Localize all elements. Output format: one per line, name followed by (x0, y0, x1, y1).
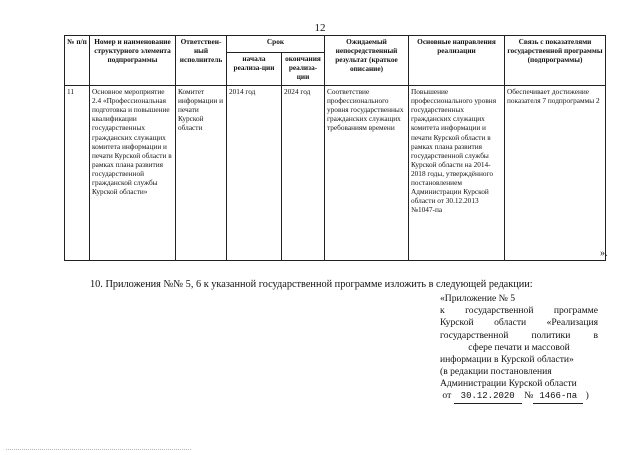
number-label: № (524, 390, 534, 402)
program-table (64, 35, 606, 261)
appendix-title: «Приложение № 5 (440, 293, 516, 304)
from-label: от (442, 390, 452, 402)
closing-quote: ». (600, 248, 608, 259)
appendix-line: Администрации Курской области (440, 378, 577, 390)
cell-name: Основное мероприятие 2.4 «Профессиональная подготовка и повышение квалификации государственных гражданских служащих комитета информации и печати Курской области в рамках плана развития государственной гражданской службы Курской области» (90, 86, 176, 261)
header-period-start: начала реализа-ции (227, 53, 282, 86)
header-num: № п/п (65, 36, 90, 86)
cell-link: Обеспечивает достижение показателя 7 подпрограммы 2 (505, 86, 606, 261)
closing-paren: ) (585, 390, 589, 402)
header-link: Связь с показателями государственной программы (подпрограммы) (505, 36, 606, 86)
resolution-reference (440, 390, 598, 403)
header-responsible: Ответствен-ный исполнитель (176, 36, 227, 86)
appendix-line: Курской области «Реализация (440, 317, 598, 329)
resolution-date: 30.12.2020 (454, 391, 522, 403)
appendix-line: (в редакции постановления (440, 366, 552, 378)
appendix-line: к государственной программе (440, 305, 598, 317)
scan-artifact (6, 449, 191, 453)
header-name: Номер и наименование структурного элемента подпрограммы (90, 36, 176, 86)
appendix-header (440, 293, 598, 404)
header-period-end: окончания реализа-ции (282, 53, 325, 86)
cell-start: 2014 год (227, 86, 282, 261)
resolution-number: 1466-па (533, 391, 583, 403)
header-result: Ожидаемый непосредственный результат (краткое описание) (325, 36, 409, 86)
cell-directions: Повышение профессионального уровня государственных гражданских служащих комитета информации и печати Курской области в рамках плана развития государственной службы Курской области на 2014-2018 годы, утверждённого постановлением Администрации Курской области от 30.12.2013 №1047-па (409, 86, 505, 261)
cell-result: Соответствие профессионального уровня государственных гражданских служащих требованиям времени (325, 86, 409, 261)
table-row (65, 86, 606, 261)
appendix-line: сфере печати и массовой (468, 341, 570, 353)
cell-end: 2024 год (282, 86, 325, 261)
appendix-line: информации в Курской области» (440, 353, 574, 365)
table-header-row (65, 36, 606, 53)
cell-responsible: Комитет информации и печати Курской области (176, 86, 227, 261)
page-number: 12 (314, 22, 326, 34)
amendment-instruction: 10. Приложения №№ 5, 6 к указанной государственной программе изложить в следующей редакции: (90, 279, 533, 290)
cell-num: 11 (65, 86, 90, 261)
header-period: Срок (227, 36, 325, 53)
header-directions: Основные направления реализации (409, 36, 505, 86)
appendix-line: государственной политики в (440, 329, 598, 341)
